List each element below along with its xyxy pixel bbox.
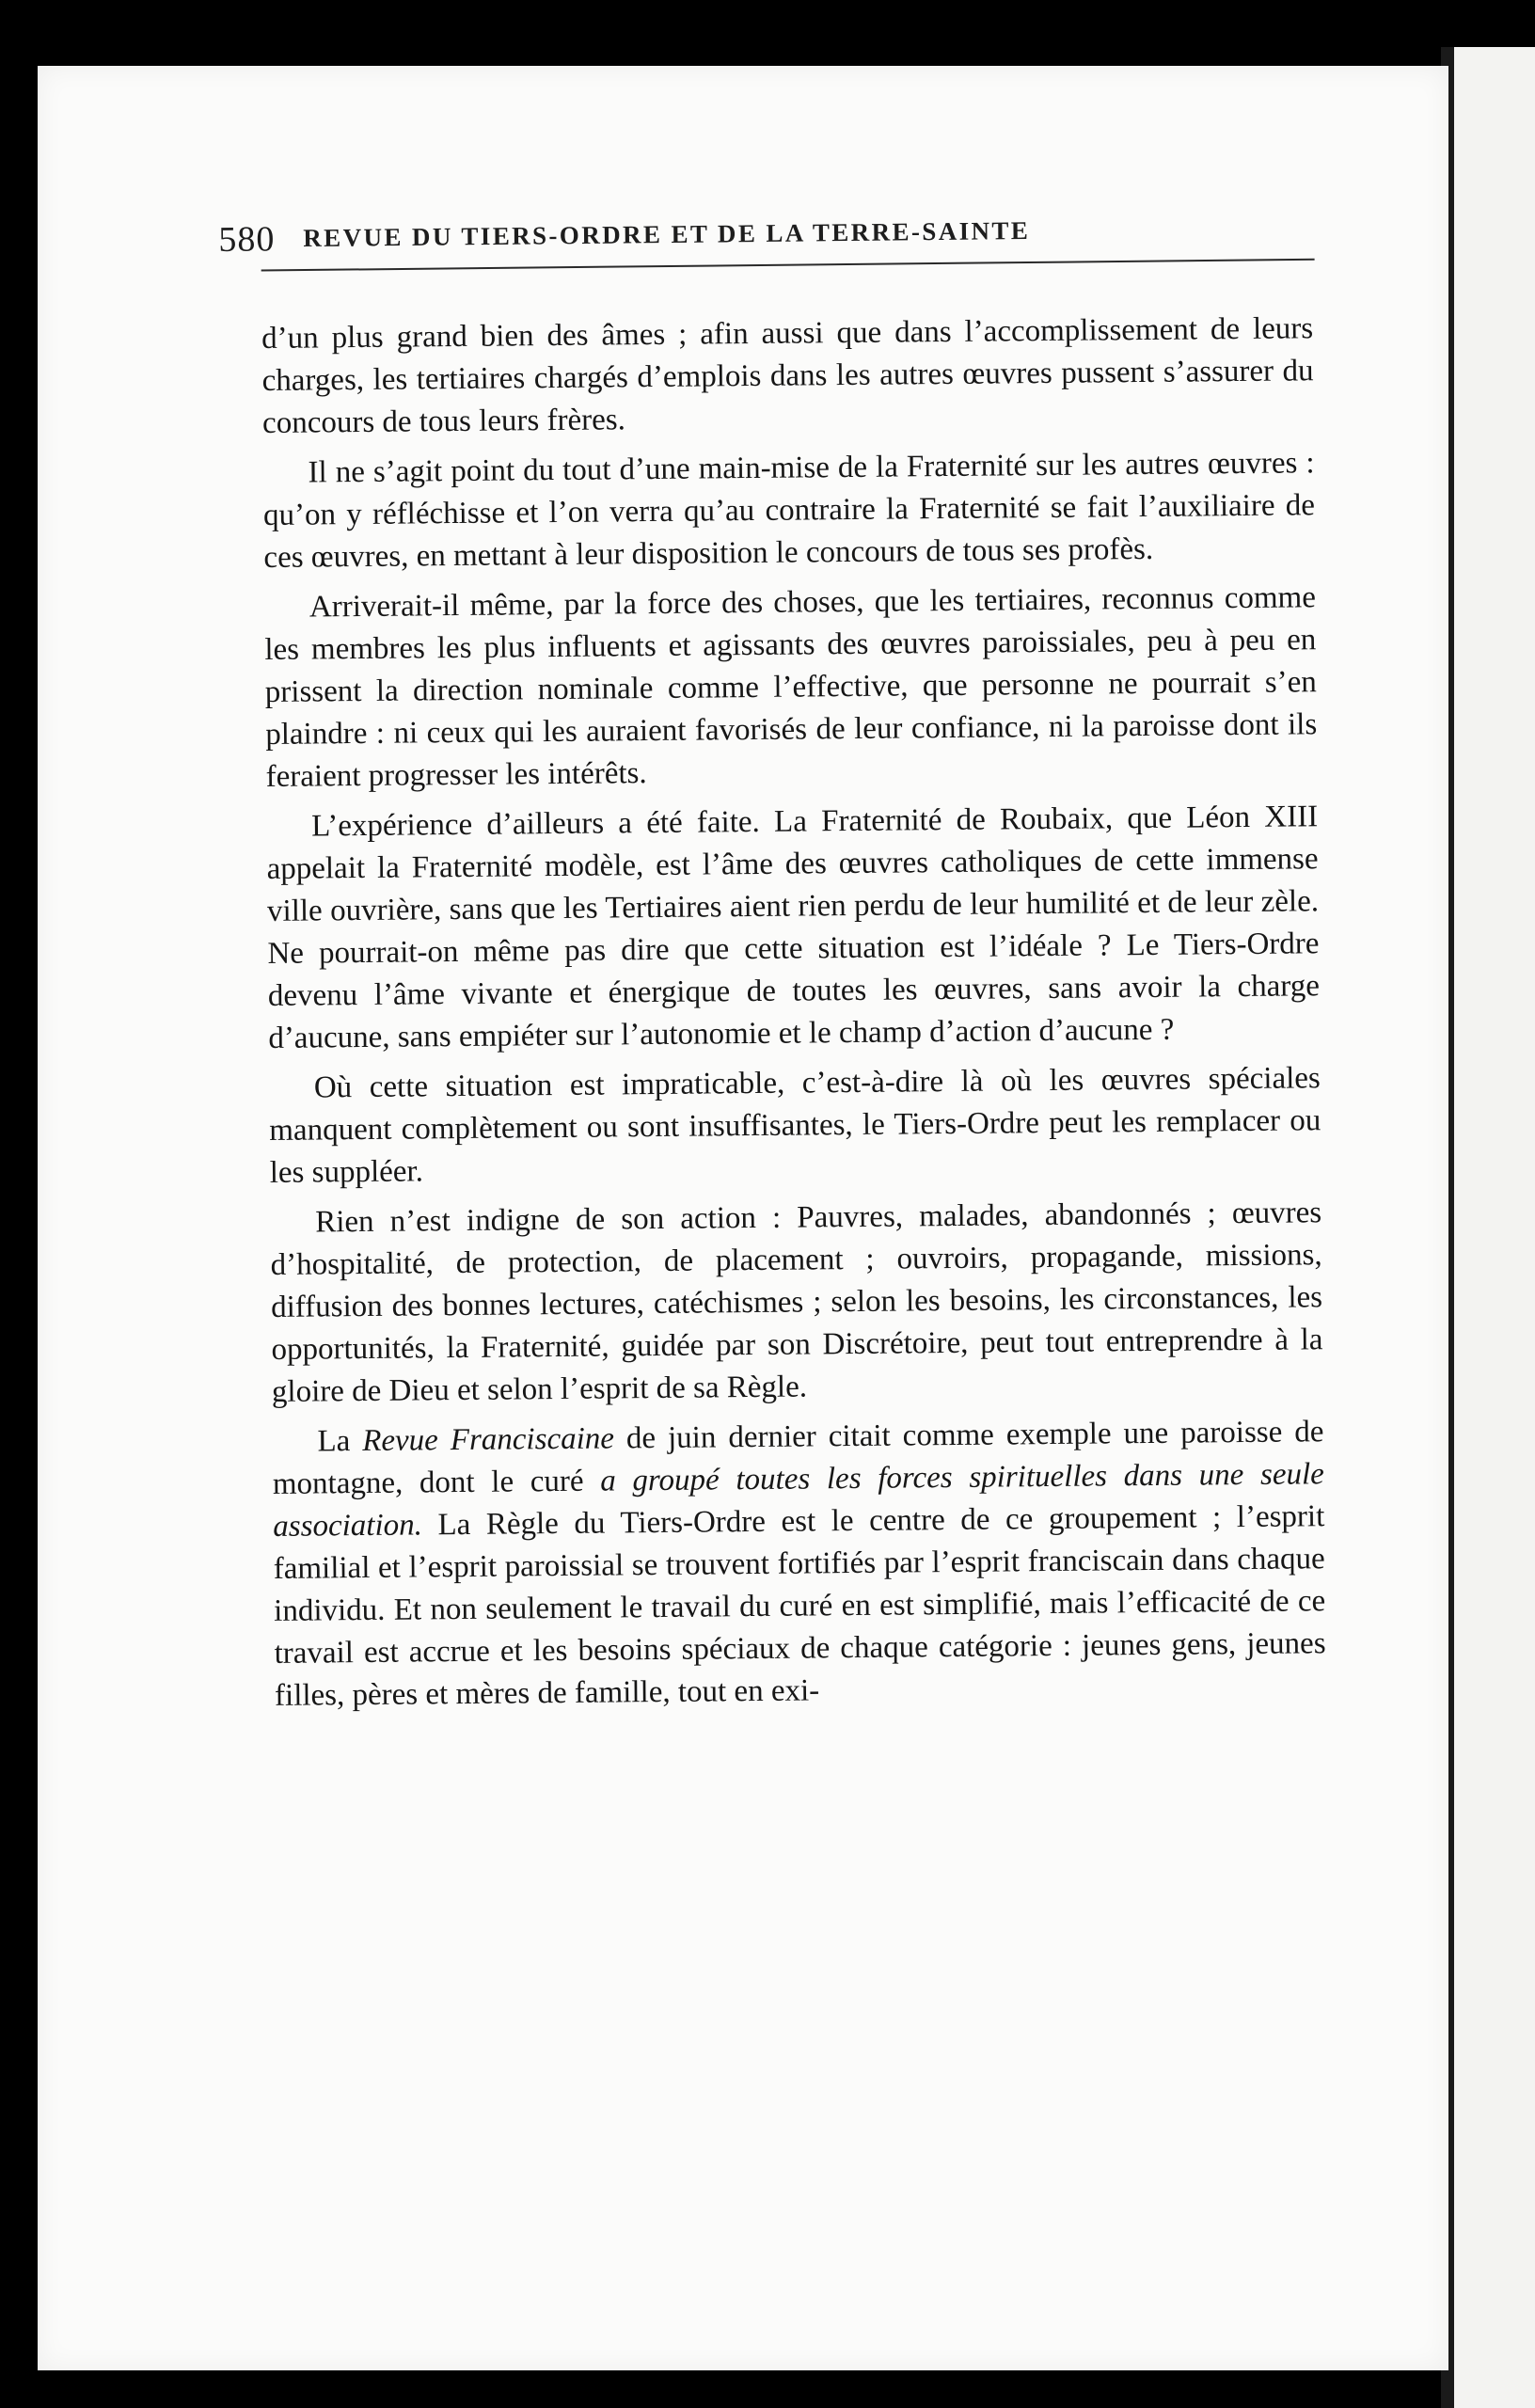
- paragraph-4: L’expérience d’ailleurs a été faite. La Fraternité de Roubaix, que Léon XIII appelait la Fraternité modèle, est l’âme des œuvres catholiques de cette immense ville ouvrière, sans que les Tertiaires aient rien perdu de leur humilité et de leur zèle. Ne pourrait-on même pas dire que cette situation est l’idéale ? Le Tiers-Ordre devenu l’âme vivante et énergique de toutes les œuvres, sans avoir la charge d’aucune, sans empiéter sur l’autonomie et le champ d’action d’aucune ?: [266, 800, 1321, 1055]
- paragraph-1: d’un plus grand bien des âmes ; afin aussi que dans l’accomplissement de leurs charges, les tertiaires chargés d’emplois dans les autres œuvres pussent s’assurer du concours de tous leurs frères.: [261, 311, 1314, 440]
- paragraph-7: [272, 1411, 1326, 1718]
- journal-title-italic: Revue Franciscaine: [362, 1421, 615, 1459]
- body-text: [261, 308, 1326, 1725]
- running-title: REVUE DU TIERS-ORDRE ET DE LA TERRE-SAINTE: [303, 215, 1031, 253]
- paragraph-6: Rien n’est indigne de son action : Pauvres, malades, abandonnés ; œuvres d’hospitalité, de protection, de placement ; ouvroirs, propagande, missions, diffusion des bonnes lectures, catéchismes ; selon les besoins, les circonstances, les opportunités, la Fraternité, guidée par son Discrétoire, peut tout entreprendre à la gloire de Dieu et selon l’esprit de sa Règle.: [270, 1196, 1323, 1409]
- page-number: 580: [218, 219, 276, 260]
- paragraph-7-text-c: La Règle du Tiers-Ordre est le centre de ce groupement ; l’esprit familial et l’esprit paroissial se trouvent fortifiés par l’esprit franciscain dans chaque individu. Et non seulement le travail du curé en est simplifié, mais l’efficacité de ce travail est accrue et les besoins spéciaux de chaque catégorie : jeunes gens, jeunes filles, pères et mères de famille, tout en exi-: [273, 1499, 1326, 1713]
- facing-page-edge: [1441, 47, 1535, 2408]
- paragraph-7-text-b: de juin dernier citait comme exemple une paroisse de montagne, dont le curé: [272, 1415, 1324, 1501]
- paragraph-2: Il ne s’agit point du tout d’une main-mise de la Fraternité sur les autres œuvres : qu’on y réfléchisse et l’on verra qu’au contraire la Fraternité se fait l’auxiliaire de ces œuvres, en mettant à leur disposition le concours de tous ses profès.: [262, 446, 1316, 575]
- dust-speck: [395, 2, 431, 24]
- paragraph-3: Arriverait-il même, par la force des choses, que les tertiaires, reconnus comme les membres les plus influents et agissants des œuvres paroissiales, peu à peu en prissent la direction nominale comme l’effective, que personne ne pourrait s’en plaindre : ni ceux qui les auraient favorisés de leur confiance, ni la paroisse dont ils feraient progresser les intérêts.: [264, 580, 1318, 794]
- paragraph-5: Où cette situation est impraticable, c’est-à-dire là où les œuvres spéciales manquent complètement ou sont insuffisantes, le Tiers-Ordre peut les remplacer ou les suppléer.: [269, 1061, 1321, 1190]
- page-header: [218, 200, 1318, 268]
- paragraph-7-text-a: La: [317, 1424, 363, 1459]
- quotation-italic: a groupé toutes les forces spirituelles dans une seule association.: [273, 1457, 1325, 1544]
